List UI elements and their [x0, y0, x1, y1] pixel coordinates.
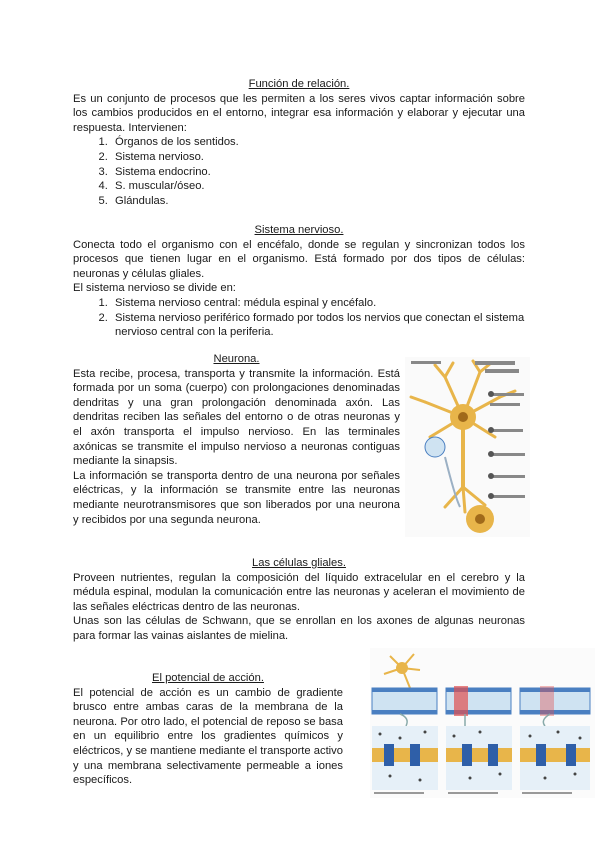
paragraph: Unas son las células de Schwann, que se enrollan en los axones de algunas neuronas para formar las vainas aislantes de mielina. [73, 615, 525, 642]
paragraph: Conecta todo el organismo con el encéfalo, donde se regulan y sincronizan todos los procesos que tienen lugar en el organismo. Está formado por dos tipos de células: neuronas y células gliales. [73, 238, 525, 280]
list-item: 1. Órganos de los sentidos. [111, 135, 525, 150]
paragraph: Es un conjunto de procesos que les permiten a los seres vivos captar información sobre los cambios producidos en el entorno, integrar esa información y elaborar y ejecutar una respuesta. Intervienen: [73, 92, 525, 134]
section-potencial [73, 671, 343, 788]
paragraph: Proveen nutrientes, regulan la composición del líquido extracelular en el cerebro y la médula espinal, modulan la comunicación entre las neuronas y aceleran el movimiento de las señales eléctricas dentro de las neuronas. [73, 571, 525, 613]
paragraph: Esta recibe, procesa, transporta y transmite la información. Está formada por un soma (cuerpo) con prolongaciones denominadas dendritas y una gran prolongación denominada axón. Las dendritas reciben las señales del entorno o de otras neuronas y el axón transporta el impulso nervioso. En las terminales axónicas se transmite el impulso nervioso a neuronas contiguas mediante la sinapsis. [73, 367, 400, 468]
paragraph: La información se transporta dentro de una neurona por señales eléctricas, y la información se transmite entre las neuronas mediante neurotransmisores que son liberados por una neurona y recibidos por una segunda neurona. [73, 469, 400, 526]
neuron-illustration [405, 357, 530, 537]
section-gliales [73, 556, 525, 644]
section-relacion [73, 77, 525, 208]
list-item: 3. Sistema endocrino. [111, 165, 525, 180]
list-item: 1. Sistema nervioso central: médula espinal y encéfalo. [111, 296, 525, 311]
axon-segment [446, 686, 511, 716]
axon-segment [372, 688, 437, 714]
section-sistema-nervioso [73, 223, 525, 340]
membrane-panel [446, 726, 512, 790]
paragraph: El potencial de acción es un cambio de gradiente brusco entre ambas caras de la membrana de la neurona. Por otro lado, el potencial de reposo se basa en un equilibrio entre los gradientes químicos y eléctricos, y se mantiene mediante el transporte activo y una membrana selectivamente permeable a iones específicos. [73, 686, 343, 787]
list [73, 135, 525, 208]
section-title: Sistema nervioso. [254, 224, 344, 236]
paragraph: El sistema nervioso se divide en: [73, 282, 236, 295]
axon-segment [520, 686, 590, 716]
membrane-panel [372, 726, 438, 790]
section-neurona [73, 352, 400, 527]
section-title: Neurona. [213, 353, 260, 365]
section-title: El potencial de acción. [152, 672, 264, 684]
action-potential-illustration [370, 648, 595, 798]
section-title: Las células gliales. [252, 557, 346, 569]
list-item: 2. Sistema nervioso. [111, 150, 525, 165]
section-title: Función de relación. [248, 78, 350, 90]
list-item: 5. Glándulas. [111, 194, 525, 209]
list-item: 4. S. muscular/óseo. [111, 179, 525, 194]
list-item: 2. Sistema nervioso periférico formado por todos los nervios que conectan el sistema nervioso central con la periferia. [111, 311, 525, 340]
list [73, 296, 525, 340]
